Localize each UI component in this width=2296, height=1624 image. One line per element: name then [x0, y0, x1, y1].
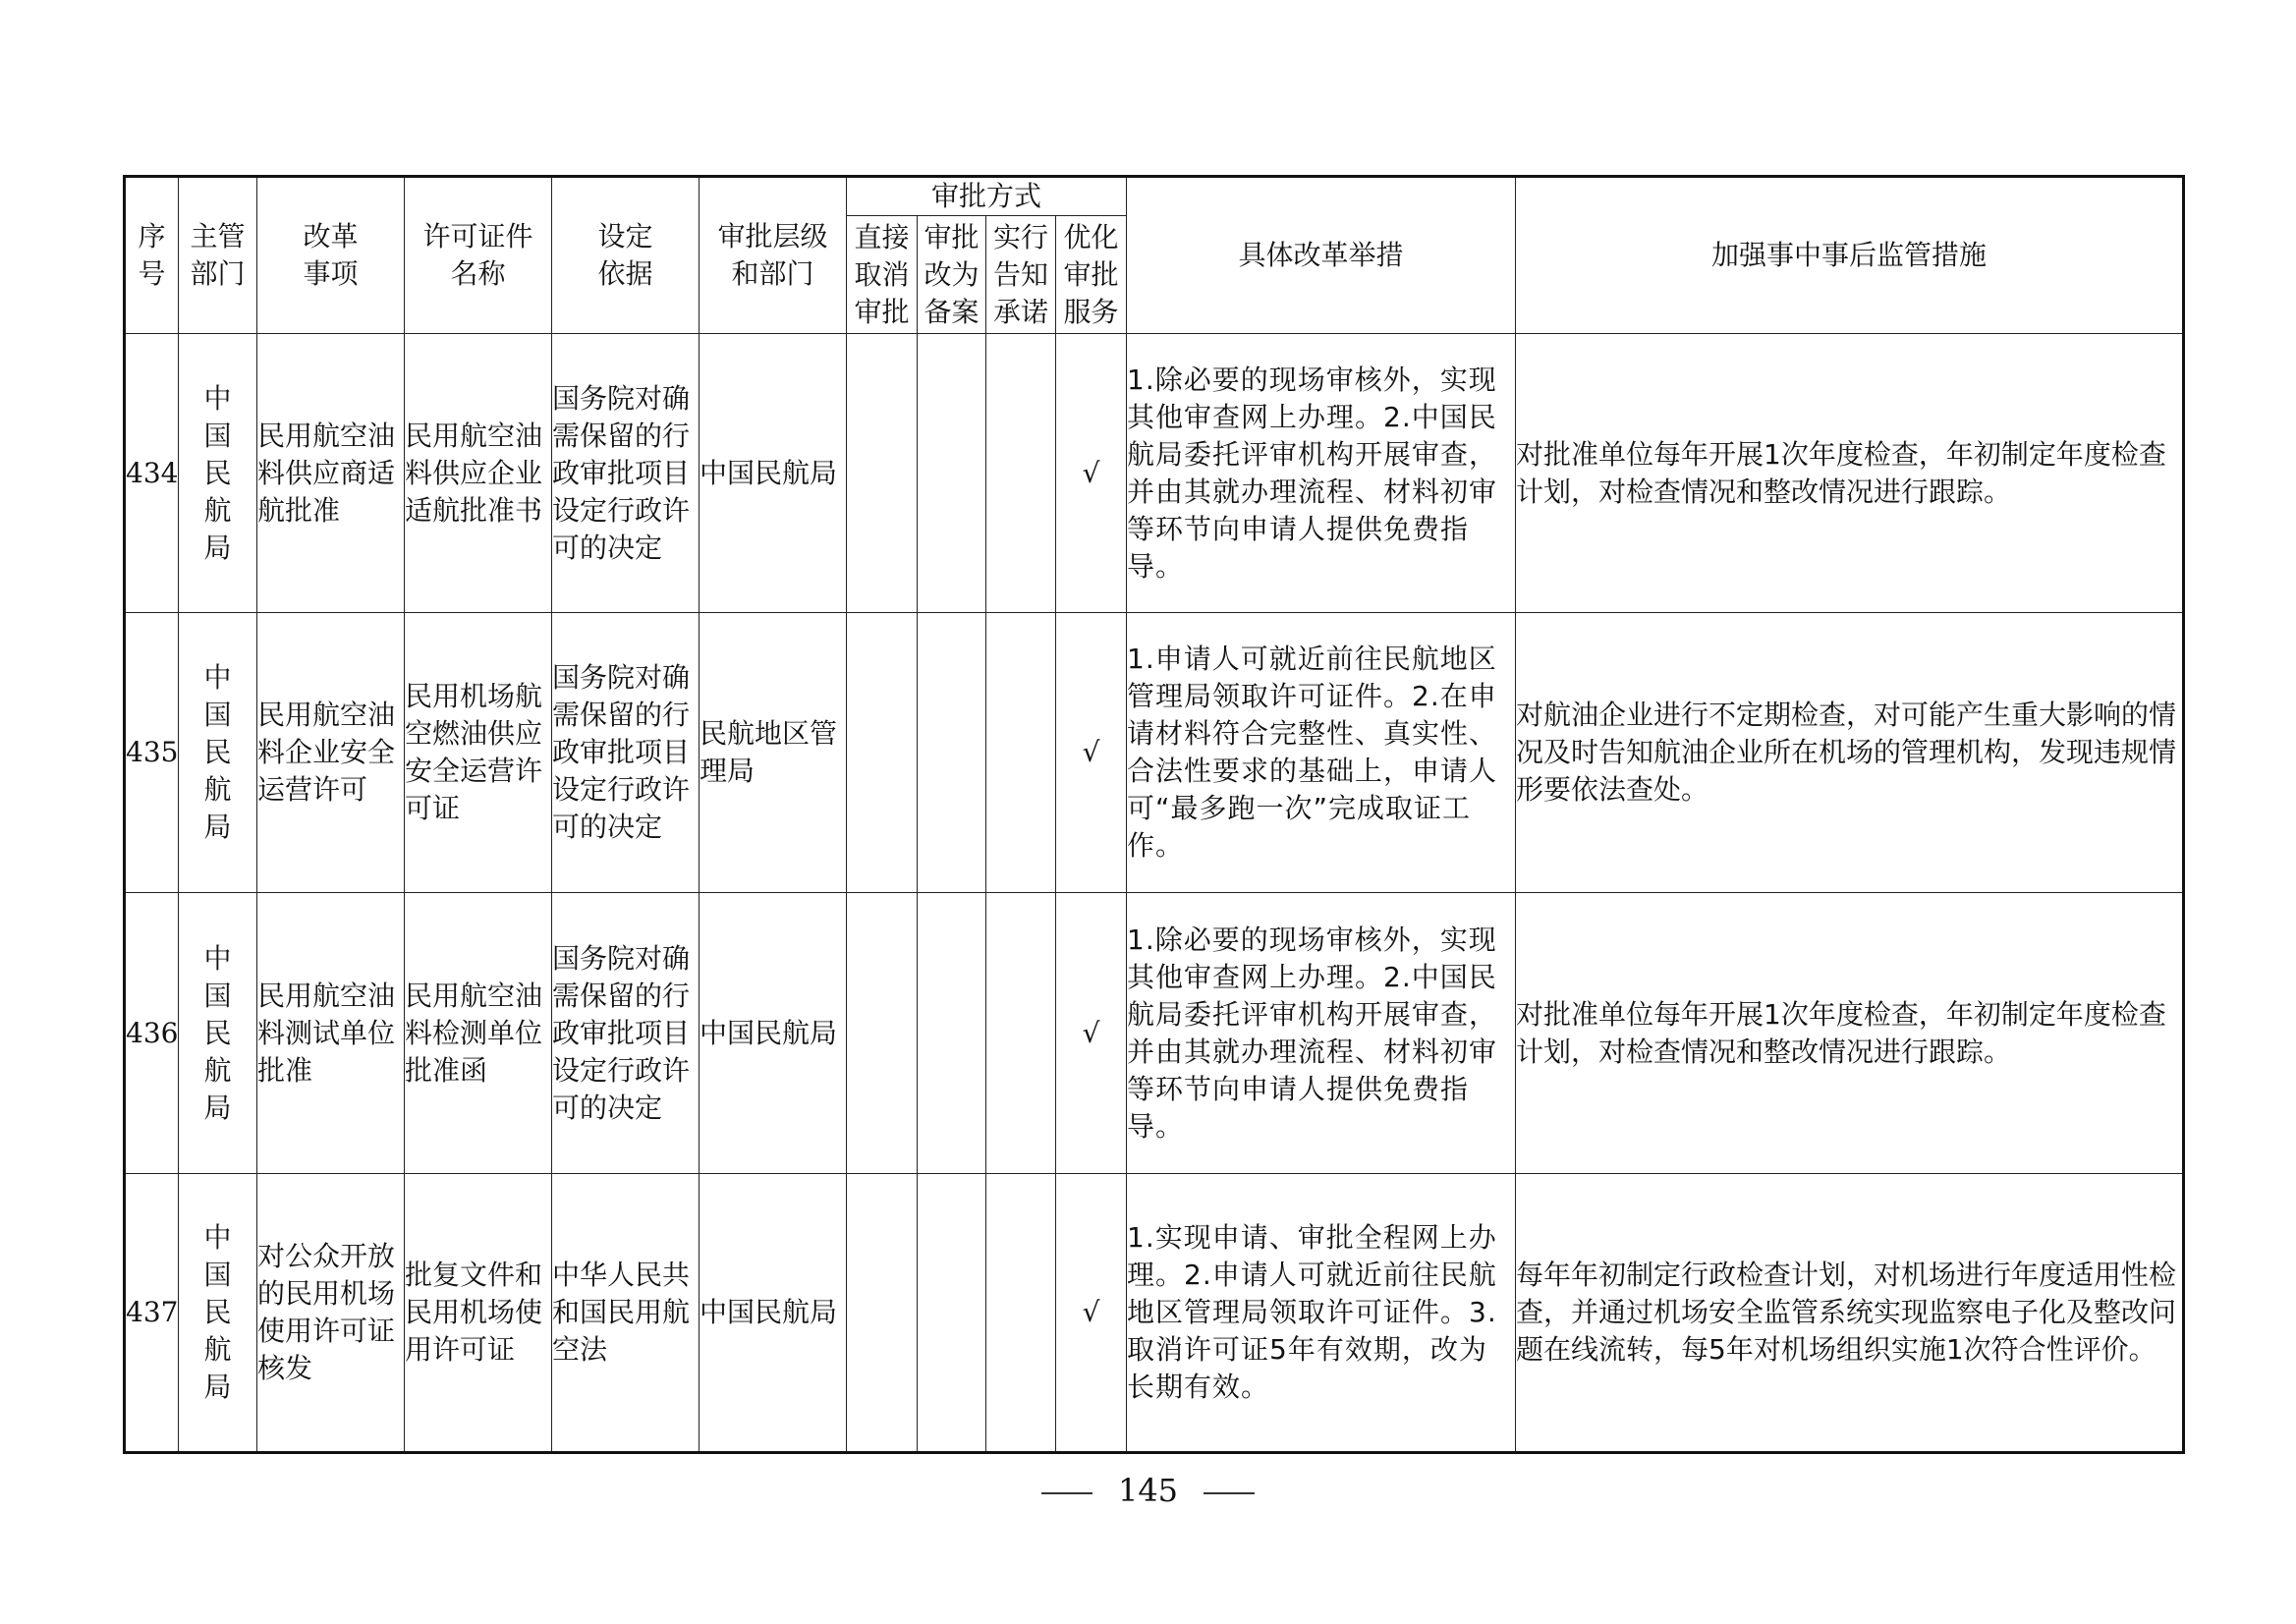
cell-basis: 国务院对确需保留的行政审批项目设定行政许可的决定: [552, 334, 700, 613]
cell-level: 民航地区管理局: [700, 613, 847, 893]
cell-seq: 436: [125, 893, 179, 1174]
cell-license: 民用航空油料检测单位批准函: [405, 893, 552, 1174]
header-method-record-text: 审批改为备案: [924, 220, 980, 328]
table-row: [125, 613, 2184, 893]
cell-method-record: [918, 334, 986, 613]
cell-seq: 435: [125, 613, 179, 893]
table-row: [125, 334, 2184, 613]
cell-method-cancel: [847, 613, 918, 893]
header-item-text: 改革事项: [303, 220, 359, 290]
header-dept: [179, 177, 257, 334]
cell-method-optimize-check: √: [1056, 893, 1127, 1174]
cell-measures: 1.除必要的现场审核外，实现其他审查网上办理。2.中国民航局委托评审机构开展审查，并由其就办理流程、材料初审等环节向申请人提供免费指导。: [1127, 893, 1516, 1174]
table-row: [125, 1174, 2184, 1453]
cell-level: 中国民航局: [700, 334, 847, 613]
cell-method-optimize-check: √: [1056, 613, 1127, 893]
header-method-record: [918, 216, 986, 334]
cell-supervision: 对批准单位每年开展1次年度检查，年初制定年度检查计划，对检查情况和整改情况进行跟踪。: [1516, 334, 2184, 613]
page-footer: [0, 1472, 2296, 1509]
cell-item: 民用航空油料企业安全运营许可: [257, 613, 405, 893]
header-method-optimize-text: 优化审批服务: [1063, 220, 1119, 328]
cell-level: 中国民航局: [700, 893, 847, 1174]
header-dept-text: 主管部门: [190, 220, 246, 290]
cell-license: 民用机场航空燃油供应安全运营许可证: [405, 613, 552, 893]
cell-measures: 1.除必要的现场审核外，实现其他审查网上办理。2.中国民航局委托评审机构开展审查，并由其就办理流程、材料初审等环节向申请人提供免费指导。: [1127, 334, 1516, 613]
cell-license: 民用航空油料供应企业适航批准书: [405, 334, 552, 613]
page-dash-right: [1204, 1492, 1255, 1494]
reform-table: [123, 175, 2185, 1454]
cell-method-promise: [986, 613, 1056, 893]
page-dash-left: [1041, 1492, 1092, 1494]
cell-dept-text: 中国民航局: [203, 661, 232, 843]
header-license-text: 许可证件名称: [422, 220, 533, 290]
cell-method-record: [918, 893, 986, 1174]
cell-method-cancel: [847, 893, 918, 1174]
cell-method-cancel: [847, 334, 918, 613]
cell-item: 对公众开放的民用机场使用许可证核发: [257, 1174, 405, 1453]
header-basis-text: 设定依据: [597, 220, 653, 290]
cell-item: 民用航空油料供应商适航批准: [257, 334, 405, 613]
header-method-group: 审批方式: [847, 177, 1127, 216]
cell-dept: [179, 893, 257, 1174]
cell-dept: [179, 1174, 257, 1453]
cell-supervision: 对批准单位每年开展1次年度检查，年初制定年度检查计划，对检查情况和整改情况进行跟踪。: [1516, 893, 2184, 1174]
header-level-text: 审批层级和部门: [717, 220, 828, 290]
cell-method-record: [918, 613, 986, 893]
cell-item: 民用航空油料测试单位批准: [257, 893, 405, 1174]
cell-method-promise: [986, 334, 1056, 613]
header-method-optimize: [1056, 216, 1127, 334]
cell-basis: 中华人民共和国民用航空法: [552, 1174, 700, 1453]
cell-method-record: [918, 1174, 986, 1453]
page-number: 145: [1117, 1472, 1179, 1509]
cell-basis: 国务院对确需保留的行政审批项目设定行政许可的决定: [552, 613, 700, 893]
cell-method-promise: [986, 1174, 1056, 1453]
cell-method-promise: [986, 893, 1056, 1174]
header-license: [405, 177, 552, 334]
cell-method-optimize-check: √: [1056, 334, 1127, 613]
header-level: [700, 177, 847, 334]
cell-dept-text: 中国民航局: [203, 1221, 232, 1403]
cell-dept: [179, 613, 257, 893]
cell-level: 中国民航局: [700, 1174, 847, 1453]
cell-supervision: 每年年初制定行政检查计划，对机场进行年度适用性检查，并通过机场安全监管系统实现监察电子化及整改问题在线流转，每5年对机场组织实施1次符合性评价。: [1516, 1174, 2184, 1453]
cell-method-cancel: [847, 1174, 918, 1453]
header-seq-text: 序号: [138, 220, 166, 290]
cell-method-optimize-check: √: [1056, 1174, 1127, 1453]
header-supervision: 加强事中事后监管措施: [1516, 177, 2184, 334]
header-method-cancel: [847, 216, 918, 334]
cell-measures: 1.实现申请、审批全程网上办理。2.申请人可就近前往民航地区管理局领取许可证件。3.取消许可证5年有效期，改为长期有效。: [1127, 1174, 1516, 1453]
cell-dept-text: 中国民航局: [203, 941, 232, 1124]
cell-basis: 国务院对确需保留的行政审批项目设定行政许可的决定: [552, 893, 700, 1174]
cell-seq: 437: [125, 1174, 179, 1453]
cell-license: 批复文件和民用机场使用许可证: [405, 1174, 552, 1453]
table-row: [125, 893, 2184, 1174]
cell-dept-text: 中国民航局: [203, 381, 232, 564]
header-method-cancel-text: 直接取消审批: [854, 220, 910, 328]
header-basis: [552, 177, 700, 334]
header-seq: [125, 177, 179, 334]
cell-supervision: 对航油企业进行不定期检查，对可能产生重大影响的情况及时告知航油企业所在机场的管理机构，发现违规情形要依法查处。: [1516, 613, 2184, 893]
cell-seq: 434: [125, 334, 179, 613]
header-measures: 具体改革举措: [1127, 177, 1516, 334]
cell-dept: [179, 334, 257, 613]
header-method-promise: [986, 216, 1056, 334]
header-method-promise-text: 实行告知承诺: [992, 220, 1048, 328]
header-item: [257, 177, 405, 334]
cell-measures: 1.申请人可就近前往民航地区管理局领取许可证件。2.在申请材料符合完整性、真实性、合法性要求的基础上，申请人可“最多跑一次”完成取证工作。: [1127, 613, 1516, 893]
